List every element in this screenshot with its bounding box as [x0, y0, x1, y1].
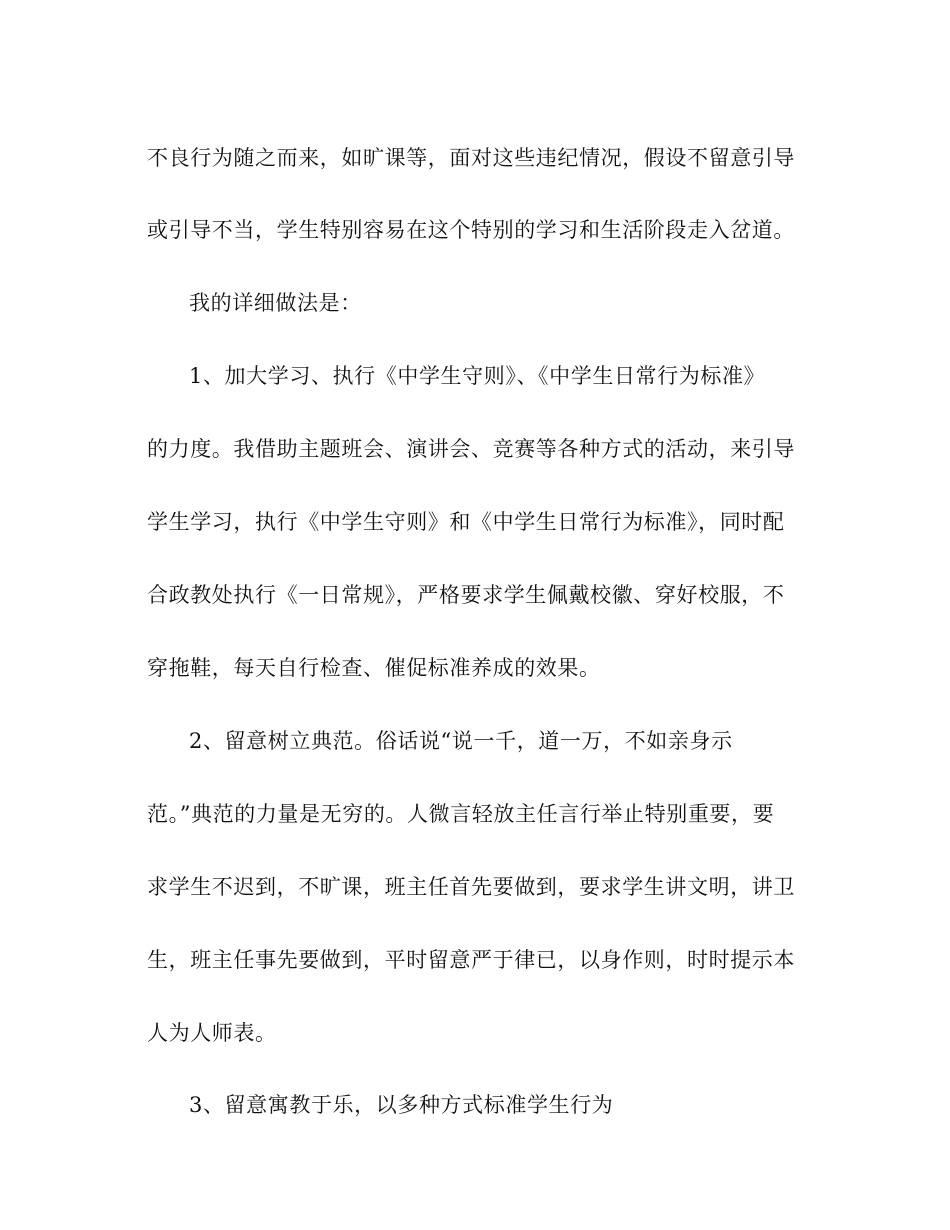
paragraph-line: 穿拖鞋，每天自行检查、催促标准养成的效果。: [147, 656, 601, 680]
paragraph-line: 不良行为随之而来，如旷课等，面对这些违纪情况，假设不留意引导: [147, 146, 795, 170]
paragraph-line: 人为人师表。: [147, 1021, 277, 1045]
paragraph-line: 范。”典范的力量是无穷的。人微言轻放主任言行举止特别重要，要: [147, 802, 775, 826]
paragraph-line: 1、加大学习、执行《中学生守则》、《中学生日常行为标准》: [189, 364, 766, 388]
paragraph-line: 生，班主任事先要做到，平时留意严于律已，以身作则，时时提示本: [147, 948, 795, 972]
paragraph-line: 2、留意树立典范。俗话说“说一千，道一万，不如亲身示: [189, 729, 733, 753]
paragraph-line: 3、留意寓教于乐，以多种方式标准学生行为: [189, 1093, 614, 1117]
paragraph-line: 的力度。我借助主题班会、演讲会、竞赛等各种方式的活动，来引导: [147, 437, 795, 461]
paragraph-line: 或引导不当，学生特别容易在这个特别的学习和生活阶段走入岔道。: [147, 218, 795, 242]
paragraph-line: 合政教处执行《一日常规》，严格要求学生佩戴校徽、穿好校服，不: [147, 583, 785, 607]
paragraph-line: 学生学习，执行《中学生守则》和《中学生日常行为标准》，同时配: [147, 510, 785, 534]
paragraph-line: 我的详细做法是：: [189, 291, 362, 315]
paragraph-line: 求学生不迟到，不旷课，班主任首先要做到，要求学生讲文明，讲卫: [147, 875, 795, 899]
